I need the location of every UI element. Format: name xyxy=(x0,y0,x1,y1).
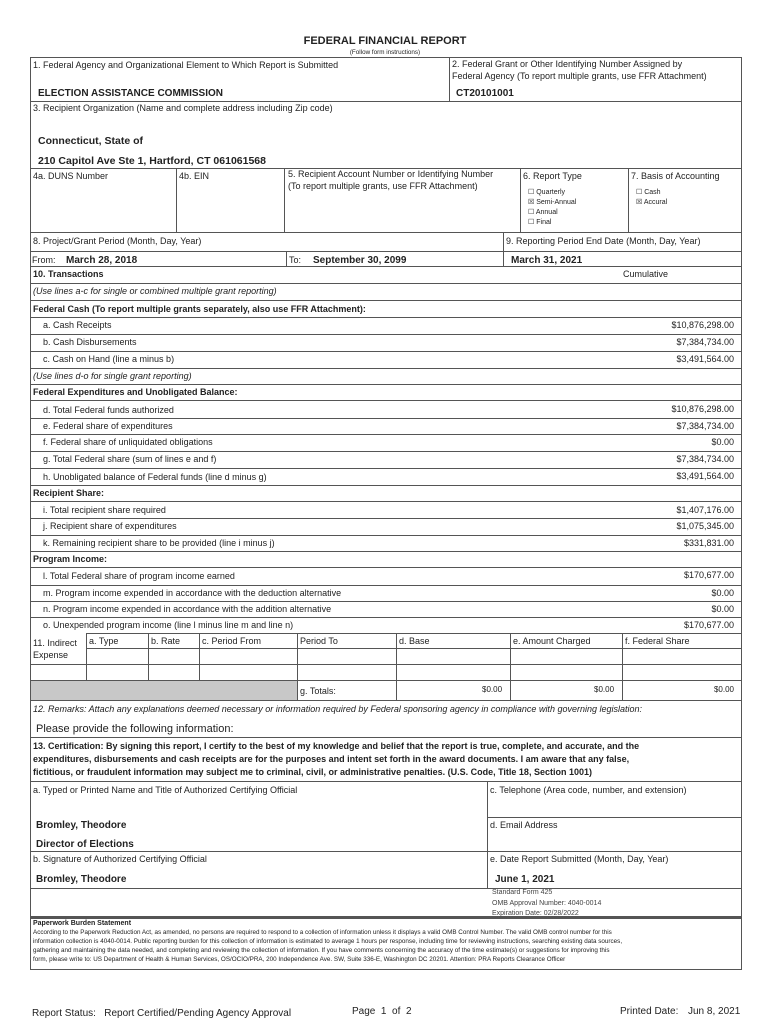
row-b-value: $7,384,734.00 xyxy=(676,337,734,347)
row-k-label: k. Remaining recipient share to be provided (line i minus j) xyxy=(43,538,275,548)
col-rate: b. Rate xyxy=(151,636,181,646)
recipient-name: Connecticut, State of xyxy=(38,135,144,147)
row-a-label: a. Cash Receipts xyxy=(43,320,112,330)
row-c-value: $3,491,564.00 xyxy=(676,354,734,364)
row-o-value: $170,677.00 xyxy=(683,620,734,630)
from-label: From: xyxy=(32,255,56,265)
indirect-label-2: Expense xyxy=(33,650,69,660)
checkbox-icon: ☐ xyxy=(528,189,535,196)
box4b-label: 4b. EIN xyxy=(179,171,210,181)
official-name: Bromley, Theodore xyxy=(36,820,127,831)
box4a-label: 4a. DUNS Number xyxy=(33,171,109,181)
certification-line-3: fictitious, or fraudulent information may subject me to criminal, civil, or administrative penalties. (U.S. Code, Title 18, Section 1001) xyxy=(33,767,592,777)
report-type-annual[interactable]: ☐ Annual xyxy=(528,209,558,216)
transactions-label: 10. Transactions xyxy=(33,269,104,279)
footer-page: Page 1 of 2 xyxy=(352,1006,412,1017)
row-n-value: $0.00 xyxy=(711,604,734,614)
name-title-label: a. Typed or Printed Name and Title of Authorized Certifying Official xyxy=(33,785,298,795)
box6-label: 6. Report Type xyxy=(523,171,582,181)
checkbox-checked-icon: ☒ xyxy=(636,199,643,206)
report-type-final[interactable]: ☐ Final xyxy=(528,219,552,226)
box2-label-1: 2. Federal Grant or Other Identifying Number Assigned by xyxy=(452,59,683,69)
row-g-label: g. Total Federal share (sum of lines e and f) xyxy=(43,454,217,464)
certification-line-1: 13. Certification: By signing this report, I certify to the best of my knowledge and belief that the report is true, complete, and accurate, and the xyxy=(33,741,640,751)
certification-line-2: expenditures, disbursements and cash receipts are for the purposes and intent set forth in the award documents. I am aware that any false, xyxy=(33,754,630,764)
remarks-value: Please provide the following information: xyxy=(36,723,234,735)
checkbox-checked-icon: ☒ xyxy=(528,199,535,206)
total-base: $0.00 xyxy=(482,685,503,694)
row-d-value: $10,876,298.00 xyxy=(671,404,734,414)
date-submitted-value: June 1, 2021 xyxy=(495,874,555,885)
form-title: FEDERAL FINANCIAL REPORT xyxy=(303,35,467,47)
row-b-label: b. Cash Disbursements xyxy=(43,337,137,347)
row-f-label: f. Federal share of unliquidated obligations xyxy=(43,437,213,447)
form-subtitle: (Follow form instructions) xyxy=(349,49,421,56)
signature-label: b. Signature of Authorized Certifying Official xyxy=(33,854,207,864)
box9-label: 9. Reporting Period End Date (Month, Day, Year) xyxy=(506,236,701,246)
row-e-value: $7,384,734.00 xyxy=(676,421,734,431)
row-m-label: m. Program income expended in accordance with the deduction alternative xyxy=(43,588,342,598)
federal-agency-value: ELECTION ASSISTANCE COMMISSION xyxy=(38,88,224,99)
col-type: a. Type xyxy=(89,636,119,646)
box5-label-1: 5. Recipient Account Number or Identifying Number xyxy=(288,169,494,179)
note-lines-a-c: (Use lines a-c for single or combined multiple grant reporting) xyxy=(33,286,277,296)
row-h-label: h. Unobligated balance of Federal funds (line d minus g) xyxy=(43,472,267,482)
recipient-share-heading: Recipient Share: xyxy=(33,488,105,498)
totals-shaded-area xyxy=(31,681,297,700)
program-income-heading: Program Income: xyxy=(33,554,108,564)
totals-label: g. Totals: xyxy=(300,686,336,696)
burden-line-3: gathering and maintaining the data needed, and completing and reviewing the collection of information. If you have comments concerning the accuracy of the time estimate(s) or suggestions for improving this xyxy=(33,947,610,954)
federal-cash-heading: Federal Cash (To report multiple grants separately, also use FFR Attachment): xyxy=(33,304,366,314)
recipient-address: 210 Capitol Ave Ste 1, Hartford, CT 061061568 xyxy=(38,155,266,167)
period-from-value: March 28, 2018 xyxy=(66,255,138,266)
col-period-to: Period To xyxy=(300,636,338,646)
row-e-label: e. Federal share of expenditures xyxy=(43,421,173,431)
period-to-value: September 30, 2099 xyxy=(313,255,407,266)
burden-line-4: form, please write to: US Department of Health & Human Services, OS/OCIO/PRA, 200 Independence Ave. SW, Suite 336-E, Washington DC 20201. Attention: PRA Reports Clearance Officer xyxy=(33,956,566,963)
row-j-label: j. Recipient share of expenditures xyxy=(43,521,177,531)
row-m-value: $0.00 xyxy=(711,588,734,598)
checkbox-icon: ☐ xyxy=(636,189,643,196)
total-charged: $0.00 xyxy=(594,685,615,694)
col-period-from: c. Period From xyxy=(202,636,262,646)
box2-label-2: Federal Agency (To report multiple grants, use FFR Attachment) xyxy=(452,71,707,81)
date-submitted-label: e. Date Report Submitted (Month, Day, Year) xyxy=(490,854,669,864)
note-lines-d-o: (Use lines d-o for single grant reporting) xyxy=(33,371,192,381)
box1-label: 1. Federal Agency and Organizational Element to Which Report is Submitted xyxy=(33,60,339,70)
footer-printed-date: Jun 8, 2021 xyxy=(688,1006,741,1017)
fed-expenditures-heading: Federal Expenditures and Unobligated Balance: xyxy=(33,387,238,397)
row-d-label: d. Total Federal funds authorized xyxy=(43,405,174,415)
col-base: d. Base xyxy=(399,636,430,646)
box3-label: 3. Recipient Organization (Name and complete address including Zip code) xyxy=(33,103,333,113)
row-h-value: $3,491,564.00 xyxy=(676,471,734,481)
row-k-value: $331,831.00 xyxy=(683,538,734,548)
period-end-value: March 31, 2021 xyxy=(511,255,583,266)
burden-line-2: information collection is 4040-0014. Public reporting burden for this collection of information is estimated to average 1 hours per response, including time for reviewing instructions, searching existing data sources, xyxy=(33,938,623,945)
col-amount-charged: e. Amount Charged xyxy=(513,636,591,646)
telephone-label: c. Telephone (Area code, number, and extension) xyxy=(490,785,687,795)
expiration-date: Expiration Date: 02/28/2022 xyxy=(492,910,579,917)
row-l-value: $170,677.00 xyxy=(683,570,734,580)
footer-status: Report Status: Report Certified/Pending Agency Approval xyxy=(32,1008,292,1019)
omb-number: OMB Approval Number: 4040-0014 xyxy=(492,900,602,907)
box7-label: 7. Basis of Accounting xyxy=(631,171,720,181)
burden-title: Paperwork Burden Statement xyxy=(33,920,132,927)
total-share: $0.00 xyxy=(713,685,734,694)
col-federal-share: f. Federal Share xyxy=(625,636,690,646)
signature-value: Bromley, Theodore xyxy=(36,874,127,885)
row-i-label: i. Total recipient share required xyxy=(43,505,166,515)
to-label: To: xyxy=(289,255,302,265)
row-f-value: $0.00 xyxy=(711,437,734,447)
row-o-label: o. Unexpended program income (line l minus line m and line n) xyxy=(43,620,294,630)
row-l-label: l. Total Federal share of program income earned xyxy=(43,571,235,581)
row-i-value: $1,407,176.00 xyxy=(676,505,734,515)
indirect-label-1: 11. Indirect xyxy=(33,638,77,648)
cumulative-label: Cumulative xyxy=(623,269,669,279)
checkbox-icon: ☐ xyxy=(528,219,535,226)
form-number: Standard Form 425 xyxy=(492,889,553,896)
row-c-label: c. Cash on Hand (line a minus b) xyxy=(43,354,175,364)
report-type-quarterly[interactable]: ☐ Quarterly xyxy=(528,189,566,196)
official-title: Director of Elections xyxy=(36,839,134,850)
basis-accrual[interactable]: ☒ Accural xyxy=(636,199,668,206)
row-a-value: $10,876,298.00 xyxy=(671,320,734,330)
grant-number-value: CT20101001 xyxy=(456,88,514,99)
basis-cash[interactable]: ☐ Cash xyxy=(636,189,661,196)
box8-label: 8. Project/Grant Period (Month, Day, Year) xyxy=(33,236,202,246)
checkbox-icon: ☐ xyxy=(528,209,535,216)
footer-printed-label: Printed Date: xyxy=(620,1006,679,1017)
box5-label-2: (To report multiple grants, use FFR Attachment) xyxy=(288,181,478,191)
remarks-label: 12. Remarks: Attach any explanations deemed necessary or information required by Federal sponsoring agency in compliance with governing legislation: xyxy=(33,704,642,714)
report-type-semiannual[interactable]: ☒ Semi-Annual xyxy=(528,199,577,206)
row-g-value: $7,384,734.00 xyxy=(676,454,734,464)
email-label: d. Email Address xyxy=(490,820,558,830)
burden-line-1: According to the Paperwork Reduction Act, as amended, no persons are required to respond to a collection of information unless it displays a valid OMB Control Number. The valid OMB control number for this xyxy=(33,929,612,936)
row-j-value: $1,075,345.00 xyxy=(676,521,734,531)
row-n-label: n. Program income expended in accordance with the addition alternative xyxy=(43,604,332,614)
